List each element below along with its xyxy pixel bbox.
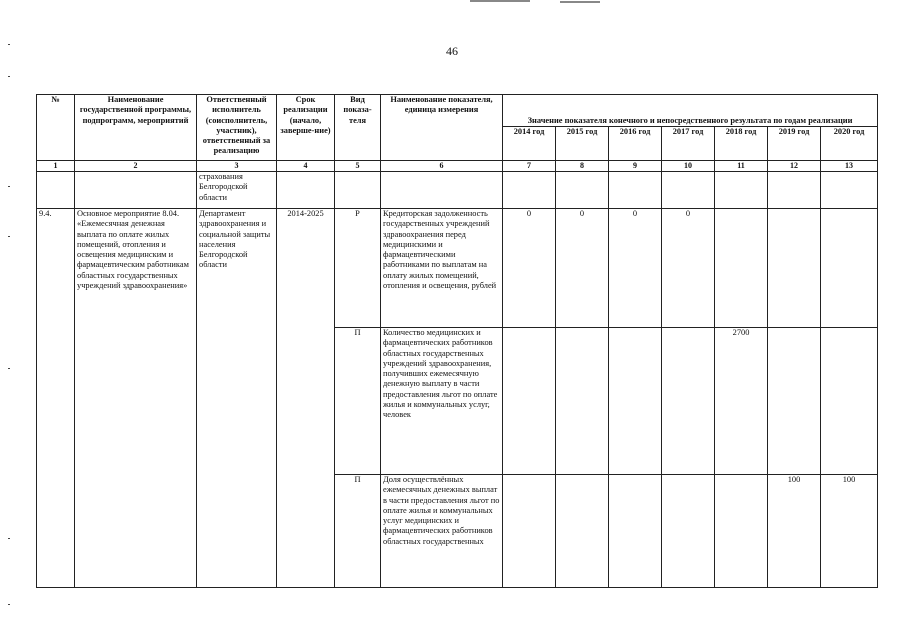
column-number: 13: [821, 161, 878, 172]
header-row: [37, 95, 878, 127]
table-cell: [556, 172, 609, 209]
table-cell: [821, 172, 878, 209]
header-year: 2019 год: [768, 127, 821, 161]
table-row: [37, 209, 878, 328]
scan-edge-mark: [560, 1, 600, 3]
indicator-kind: П: [335, 328, 381, 475]
indicator-value: [821, 209, 878, 328]
header-program: Наименование государственной программы, подпрограмм, мероприятий: [75, 95, 197, 161]
column-number: 12: [768, 161, 821, 172]
table-cell: [609, 172, 662, 209]
table-cell: [503, 172, 556, 209]
table-cell: [715, 172, 768, 209]
indicator-value: [556, 328, 609, 475]
header-year: 2016 год: [609, 127, 662, 161]
column-number: 4: [277, 161, 335, 172]
header-values-group: Значение показателя конечного и непосредственного результата по годам реализации: [503, 95, 878, 127]
header-indicator: Наименование показателя, единица измерения: [381, 95, 503, 161]
executor-continuation: страхования Белгородской области: [197, 172, 277, 209]
header-period: Срок реализации (начало, заверше-ние): [277, 95, 335, 161]
indicator-value: [662, 328, 715, 475]
program-name: Основное мероприятие 8.04. «Ежемесячная денежная выплата по оплате жилых помещений, отопления и освещения медицинским и фармацевтическим работникам областных государственных учреждений здравоохранения»: [75, 209, 197, 588]
indicator-value: [768, 209, 821, 328]
table-cell: [335, 172, 381, 209]
scan-edge-mark: [470, 0, 530, 2]
header-executor: Ответственный исполнитель (соисполнитель, участник), ответственный за реализацию: [197, 95, 277, 161]
indicator-value: 0: [662, 209, 715, 328]
indicator-value: [609, 475, 662, 588]
column-number: 9: [609, 161, 662, 172]
indicator-name: Количество медицинских и фармацевтических работников областных государственных учреждений здравоохранения, получивших ежемесячную денежную выплату в части предоставления льгот по оплате жилья и коммунальных услуг, человек: [381, 328, 503, 475]
table-cell: [75, 172, 197, 209]
column-number: 11: [715, 161, 768, 172]
indicator-name: Доля осуществлённых ежемесячных денежных выплат в части предоставления льгот по оплате жилья и коммунальных услуг медицинских и фармацевтических работников областных государственных: [381, 475, 503, 588]
indicator-value: [715, 209, 768, 328]
header-num: №: [37, 95, 75, 161]
column-number: 3: [197, 161, 277, 172]
column-number-row: [37, 161, 878, 172]
table-cell: [662, 172, 715, 209]
column-number: 10: [662, 161, 715, 172]
indicator-value: 100: [821, 475, 878, 588]
indicator-value: [821, 328, 878, 475]
header-year: 2018 год: [715, 127, 768, 161]
header-kind: Вид показа-теля: [335, 95, 381, 161]
header-year: 2020 год: [821, 127, 878, 161]
row-number: 9.4.: [37, 209, 75, 588]
indicator-value: [503, 475, 556, 588]
implementation-period: 2014-2025: [277, 209, 335, 588]
column-number: 5: [335, 161, 381, 172]
indicators-table: [36, 94, 878, 588]
table-cell: [381, 172, 503, 209]
indicator-value: [556, 475, 609, 588]
continuation-row: [37, 172, 878, 209]
indicator-value: 2700: [715, 328, 768, 475]
indicator-value: 100: [768, 475, 821, 588]
page-number: 46: [446, 44, 458, 58]
table-cell: [37, 172, 75, 209]
executor-name: Департамент здравоохранения и социальной защиты населения Белгородской области: [197, 209, 277, 588]
header-year: 2014 год: [503, 127, 556, 161]
indicator-kind: Р: [335, 209, 381, 328]
indicator-value: [715, 475, 768, 588]
header-year: 2017 год: [662, 127, 715, 161]
indicator-value: [662, 475, 715, 588]
indicator-value: [609, 328, 662, 475]
indicator-value: [768, 328, 821, 475]
indicator-kind: П: [335, 475, 381, 588]
indicator-value: 0: [609, 209, 662, 328]
table-cell: [277, 172, 335, 209]
table-cell: [768, 172, 821, 209]
column-number: 1: [37, 161, 75, 172]
column-number: 6: [381, 161, 503, 172]
header-year: 2015 год: [556, 127, 609, 161]
column-number: 2: [75, 161, 197, 172]
indicator-value: 0: [503, 209, 556, 328]
column-number: 8: [556, 161, 609, 172]
indicator-value: 0: [556, 209, 609, 328]
indicator-name: Кредиторская задолженность государственных учреждений здравоохранения перед медицинскими и фармацевтическими работниками по выплатам на оплату жилых помещений, отопления и освещения, рублей: [381, 209, 503, 328]
column-number: 7: [503, 161, 556, 172]
indicator-value: [503, 328, 556, 475]
